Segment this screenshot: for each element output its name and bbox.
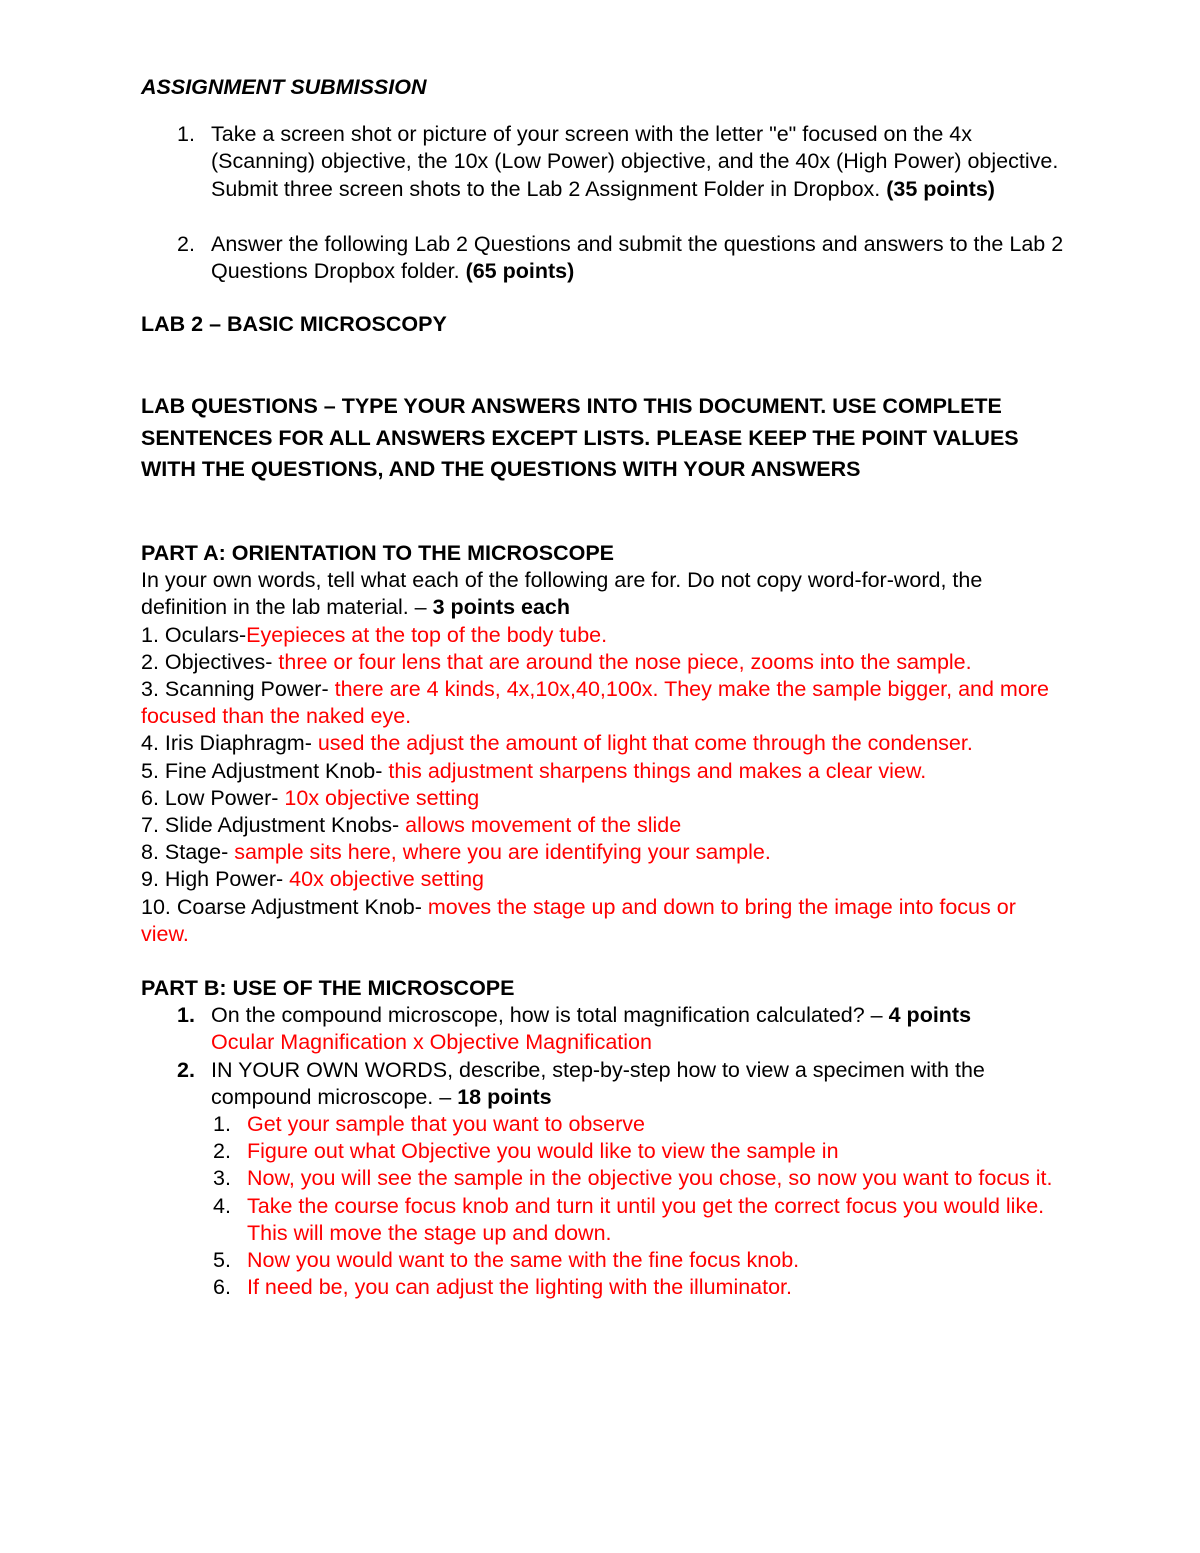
answer: this adjustment sharpens things and makes a clear view. [388,758,927,783]
assignment-list [141,121,1066,285]
part-a-instructions [141,567,1066,621]
answer: 10x objective setting [284,785,480,810]
assignment-item [141,121,1066,203]
step-text: Take the course focus knob and turn it until you get the correct focus you would like. This will move the stage up and down. [247,1193,1045,1245]
step-item [141,1193,1066,1247]
term: 3. Scanning Power- [141,676,335,701]
list-number: 2. [177,231,195,256]
question-points: 4 points [888,1003,972,1028]
step-item [141,1247,1066,1274]
answer: allows movement of the slide [405,812,682,837]
term: 8. Stage- [141,840,235,865]
question-item [141,1057,1066,1111]
answer: Eyepieces at the top of the body tube. [246,622,608,647]
step-text: Now, you will see the sample in the objective you chose, so now you want to focus it. [247,1166,1053,1191]
question-item [141,1002,1066,1056]
answer: there are 4 kinds, 4x,10x,40,100x. They make the sample bigger, and more focused than the naked eye. [141,676,1049,729]
step-item [141,1111,1066,1138]
answer: sample sits here, where you are identifying your sample. [234,840,771,865]
part-a-list [141,622,1066,948]
step-number: 3. [213,1166,231,1191]
questions-heading: LAB QUESTIONS – TYPE YOUR ANSWERS INTO THIS DOCUMENT. USE COMPLETE SENTENCES FOR ALL ANSWERS EXCEPT LISTS. PLEASE KEEP THE POINT VALUES WITH THE QUESTIONS, AND THE QUESTIONS WITH YOUR ANSWERS [141,394,1019,482]
step-list [141,1111,1066,1301]
assignment-title: ASSIGNMENT SUBMISSION [141,75,427,99]
answer: three or four lens that are around the nose piece, zooms into the sample. [278,649,972,674]
term: 7. Slide Adjustment Knobs- [141,812,406,837]
step-number: 5. [213,1248,231,1272]
document-body [141,74,1066,1301]
assignment-points: (35 points) [886,176,995,201]
list-item [141,866,1066,893]
term: 10. Coarse Adjustment Knob- [141,894,428,919]
step-number: 6. [213,1275,231,1300]
lab-title: LAB 2 – BASIC MICROSCOPY [141,312,447,337]
step-text: If need be, you can adjust the lighting with the illuminator. [247,1275,793,1300]
step-number: 4. [213,1193,231,1218]
term: 6. Low Power- [141,785,285,810]
assignment-item [141,231,1066,285]
list-item [141,839,1066,866]
question-text: On the compound microscope, how is total magnification calculated? – [211,1003,889,1028]
answer: moves the stage up and down to bring the image into focus or view. [141,894,1016,946]
term: 9. High Power- [141,867,290,892]
instructions-points: 3 points each [432,595,571,620]
list-item [141,758,1066,785]
list-item [141,676,1066,730]
answer: used the adjust the amount of light that come through the condenser. [317,731,973,756]
step-text: Now you would want to the same with the fine focus knob. [247,1248,800,1272]
assignment-points: (65 points) [465,259,575,284]
step-item [141,1138,1066,1165]
assignment-text: Take a screen shot or picture of your screen with the letter "e" focused on the 4x (Scanning) objective, the 10x (Low Power) objective, and the 40x (High Power) objective. Submit three screen shots to the Lab 2 Assignment Folder in Dropbox. [211,122,1059,201]
part-b-heading: PART B: USE OF THE MICROSCOPE [141,975,515,1000]
instructions-text: In your own words, tell what each of the following are for. Do not copy word-for-word, the definition in the lab material. – [141,568,983,620]
list-item [141,622,1066,649]
list-item [141,649,1066,676]
part-a-heading: PART A: ORIENTATION TO THE MICROSCOPE [141,540,614,565]
part-b-list [141,1002,1066,1111]
term: 1. Oculars- [141,622,247,647]
list-item [141,785,1066,812]
list-item [141,894,1066,948]
question-text: IN YOUR OWN WORDS, describe, step-by-step how to view a specimen with the compound microscope. – [211,1057,985,1109]
list-item [141,812,1066,839]
list-item [141,730,1066,757]
term: 5. Fine Adjustment Knob- [141,758,389,783]
term: 4. Iris Diaphragm- [141,731,318,756]
answer: 40x objective setting [289,867,484,892]
step-number: 2. [213,1139,231,1164]
step-item [141,1165,1066,1192]
list-number: 2. [177,1057,195,1082]
step-item [141,1274,1066,1301]
term: 2. Objectives- [141,649,279,674]
step-text: Get your sample that you want to observe [247,1111,645,1136]
list-number: 1. [177,122,195,147]
question-points: 18 points [457,1084,552,1109]
answer: Ocular Magnification x Objective Magnification [211,1030,652,1055]
step-text: Figure out what Objective you would like to view the sample in [247,1139,839,1164]
step-number: 1. [213,1111,231,1136]
assignment-text: Answer the following Lab 2 Questions and submit the questions and answers to the Lab 2 Questions Dropbox folder. [211,231,1064,284]
list-number: 1. [177,1003,195,1028]
